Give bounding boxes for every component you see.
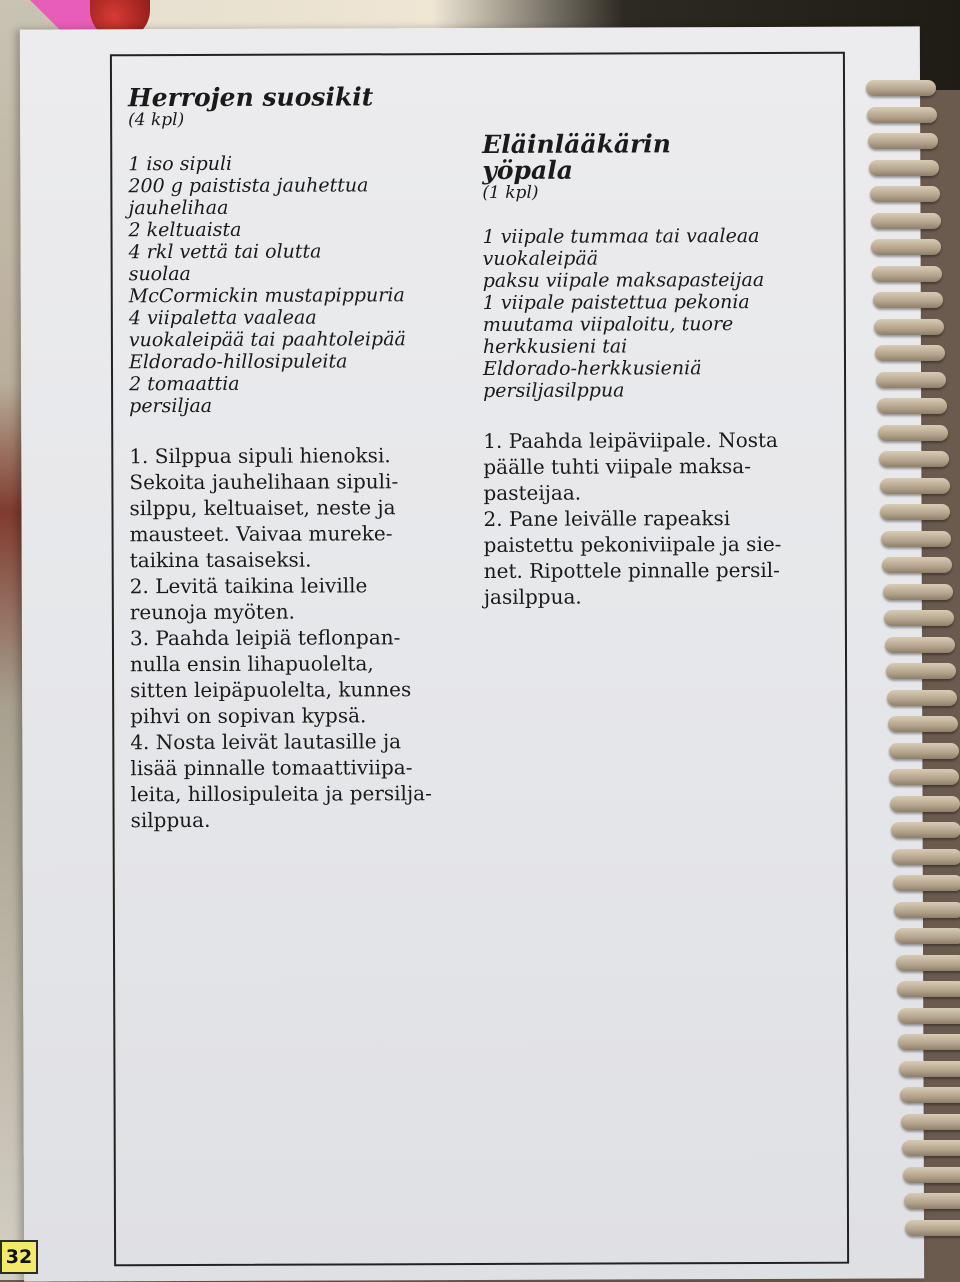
right-recipe-title: [482, 131, 812, 184]
right-recipe-yield: (1 kpl): [482, 183, 812, 202]
spiral-coil: [898, 1008, 960, 1024]
spiral-coil: [867, 107, 937, 123]
spiral-coil: [902, 1140, 960, 1156]
spiral-coil: [889, 743, 959, 759]
spiral-coil: [905, 1220, 960, 1236]
spiral-coil: [895, 928, 960, 944]
ingredient-line: 4 rkl vettä tai olutta: [129, 240, 469, 263]
recipe-step: 3. Paahda leipiä teflonpan- nulla ensin lihapuolelta, sitten leipäpuolelta, kunnes pihvi on sopivan kypsä.: [130, 624, 470, 729]
left-recipe-title: Herrojen suosikit: [128, 84, 468, 111]
spiral-coil: [882, 557, 952, 573]
spiral-coil: [892, 849, 960, 865]
right-steps: [483, 427, 814, 610]
left-steps: [129, 442, 470, 833]
spiral-coil: [903, 1167, 960, 1183]
spiral-coil: [891, 822, 960, 838]
spiral-coil: [890, 796, 960, 812]
spiral-coil: [875, 345, 945, 361]
ingredient-line: 4 viipaletta vaaleaa: [129, 306, 469, 329]
ingredient-line: 1 viipale tummaa tai vaaleaa: [483, 225, 813, 248]
ingredient-line: vuokaleipää: [483, 247, 813, 270]
spiral-coil: [896, 955, 960, 971]
recipe-step: 2. Pane leivälle rapeaksi paistettu pekoniviipale ja sie- net. Ripottele pinnalle persil- jasilppua.: [483, 505, 813, 610]
spiral-coil: [874, 319, 944, 335]
right-recipe-title-line: yöpala: [482, 157, 812, 184]
right-recipe-title-line: Eläinlääkärin: [482, 131, 812, 158]
ingredient-line: 2 keltuaista: [128, 218, 468, 241]
ingredient-line: suolaa: [129, 262, 469, 285]
recipe-step: 2. Levitä taikina leiville reunoja myöten.: [130, 572, 470, 625]
left-recipe: [128, 84, 471, 833]
ingredient-line: muutama viipaloitu, tuore: [483, 313, 813, 336]
spiral-coil: [871, 213, 941, 229]
recipe-step: 4. Nosta leivät lautasille ja lisää pinnalle tomaattiviipa- leita, hillosipuleita ja persilja- silppua.: [130, 728, 470, 833]
spiral-coil: [900, 1087, 960, 1103]
recipe-step: 1. Silppua sipuli hienoksi. Sekoita jauhelihaan sipuli- silppu, keltuaiset, neste ja mausteet. Vaivaa mureke- taikina tasaiseksi.: [129, 442, 469, 573]
spiral-coil: [893, 875, 960, 891]
ingredient-line: Eldorado-hillosipuleita: [129, 350, 469, 373]
spiral-coil: [876, 372, 946, 388]
ingredient-line: 1 viipale paistettua pekonia: [483, 291, 813, 314]
recipe-step: 1. Paahda leipäviipale. Nosta päälle tuhti viipale maksa- pasteijaa.: [483, 427, 813, 506]
ingredient-line: 2 tomaattia: [129, 372, 469, 395]
spiral-coil: [899, 1061, 960, 1077]
page-number: 32: [0, 1240, 38, 1274]
right-recipe: [482, 131, 814, 610]
spiral-coil: [870, 186, 940, 202]
spiral-coil: [887, 690, 957, 706]
spiral-coil: [884, 610, 954, 626]
spiral-coil: [886, 663, 956, 679]
ingredient-line: persiljasilppua: [483, 379, 813, 402]
ingredient-line: vuokaleipää tai paahtoleipää: [129, 328, 469, 351]
ingredient-line: 1 iso sipuli: [128, 152, 468, 175]
spiral-coil: [901, 1114, 960, 1130]
spiral-coil: [881, 531, 951, 547]
ingredient-line: paksu viipale maksapasteijaa: [483, 269, 813, 292]
spiral-coil: [869, 160, 939, 176]
spiral-coil: [885, 637, 955, 653]
spiral-coil: [866, 80, 936, 96]
cookbook-page: [20, 26, 924, 1281]
spiral-coil: [904, 1193, 960, 1209]
spiral-coil: [868, 133, 938, 149]
spiral-coil: [873, 292, 943, 308]
ingredient-line: jauhelihaa: [128, 196, 468, 219]
spiral-coil: [888, 716, 958, 732]
spiral-coil: [877, 398, 947, 414]
left-ingredient-list: [128, 152, 469, 417]
spiral-coil: [889, 769, 959, 785]
ingredient-line: McCormickin mustapippuria: [129, 284, 469, 307]
spiral-coil: [872, 266, 942, 282]
spiral-coil: [878, 425, 948, 441]
spiral-coil: [871, 239, 941, 255]
spiral-coil: [880, 504, 950, 520]
ingredient-line: herkkusieni tai: [483, 335, 813, 358]
spiral-coil: [898, 1034, 960, 1050]
spiral-coil: [883, 584, 953, 600]
ingredient-line: Eldorado-herkkusieniä: [483, 357, 813, 380]
right-ingredient-list: [483, 225, 814, 402]
spiral-coil: [880, 478, 950, 494]
left-recipe-yield: (4 kpl): [128, 110, 468, 129]
ingredient-line: persiljaa: [129, 394, 469, 417]
spiral-coil: [879, 451, 949, 467]
spiral-coil: [894, 902, 960, 918]
spiral-coil: [897, 981, 960, 997]
spiral-binding: [858, 80, 960, 1280]
ingredient-line: 200 g paistista jauhettua: [128, 174, 468, 197]
